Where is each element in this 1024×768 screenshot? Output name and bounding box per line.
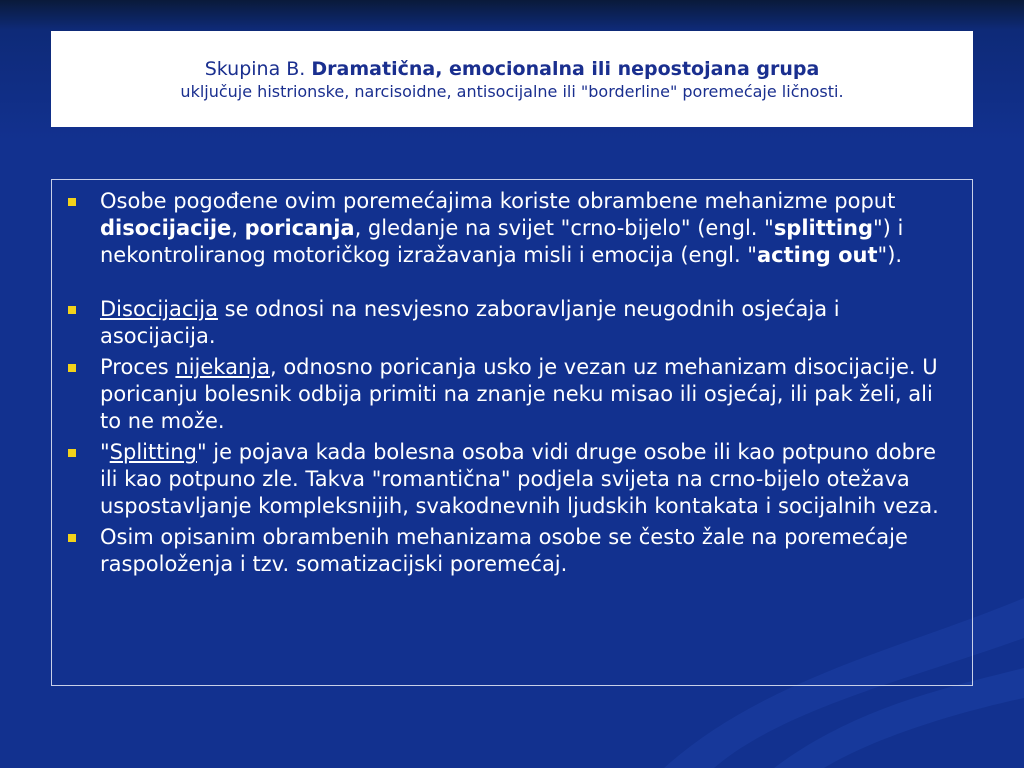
title-bold: Dramatična, emocionalna ili nepostojana grupa <box>311 58 820 80</box>
keyword-acting-out: acting out <box>756 243 878 267</box>
link-disocijacija[interactable]: Disocijacija <box>100 297 218 321</box>
content-box <box>51 179 973 686</box>
bullet-square-icon <box>68 534 76 542</box>
title-box <box>51 31 973 127</box>
slide-title <box>51 57 973 81</box>
bullet-item-1: Osobe pogođene ovim poremećajima koriste obrambene mehanizme poput disocijacije, poricanja, gledanje na svijet "crno-bijelo" (engl. "splitting") i nekontroliranog motoričkog izražavanja misli i emocija (engl. "acting out"). <box>100 188 954 269</box>
bullet-square-icon <box>68 449 76 457</box>
bullet-item-2: Disocijacija se odnosi na nesvjesno zaboravljanje neugodnih osjećaja i asocijacija. <box>100 296 954 350</box>
title-prefix: Skupina B. <box>204 58 306 80</box>
bullet-item-3: Proces nijekanja, odnosno poricanja usko je vezan uz mehanizam disocijacije. U poricanju bolesnik odbija primiti na znanje neku misao ili osjećaj, ili pak želi, ali to ne može. <box>100 354 954 435</box>
slide-subtitle: uključuje histrionske, narcisoidne, antisocijalne ili "borderline" poremećaje ličnosti. <box>180 82 844 101</box>
bullet-square-icon <box>68 198 76 206</box>
keyword-disocijacije: disocijacije <box>100 216 232 240</box>
keyword-poricanja: poricanja <box>244 216 355 240</box>
keyword-splitting: splitting <box>773 216 873 240</box>
bullet-square-icon <box>68 364 76 372</box>
link-splitting[interactable]: Splitting <box>109 440 197 464</box>
link-nijekanja[interactable]: nijekanja <box>175 355 270 379</box>
bullet-item-5: Osim opisanim obrambenih mehanizama osobe se često žale na poremećaje raspoloženja i tzv. somatizacijski poremećaj. <box>100 524 954 578</box>
bullet-square-icon <box>68 306 76 314</box>
bullet-list <box>100 188 954 578</box>
bullet-item-4: "Splitting" je pojava kada bolesna osoba vidi druge osobe ili kao potpuno dobre ili kao potpuno zle. Takva "romantična" podjela svijeta na crno-bijelo otežava uspostavljanje kompleksnijih, svakodnevnih ljudskih kontakata i socijalnih veza. <box>100 439 954 520</box>
